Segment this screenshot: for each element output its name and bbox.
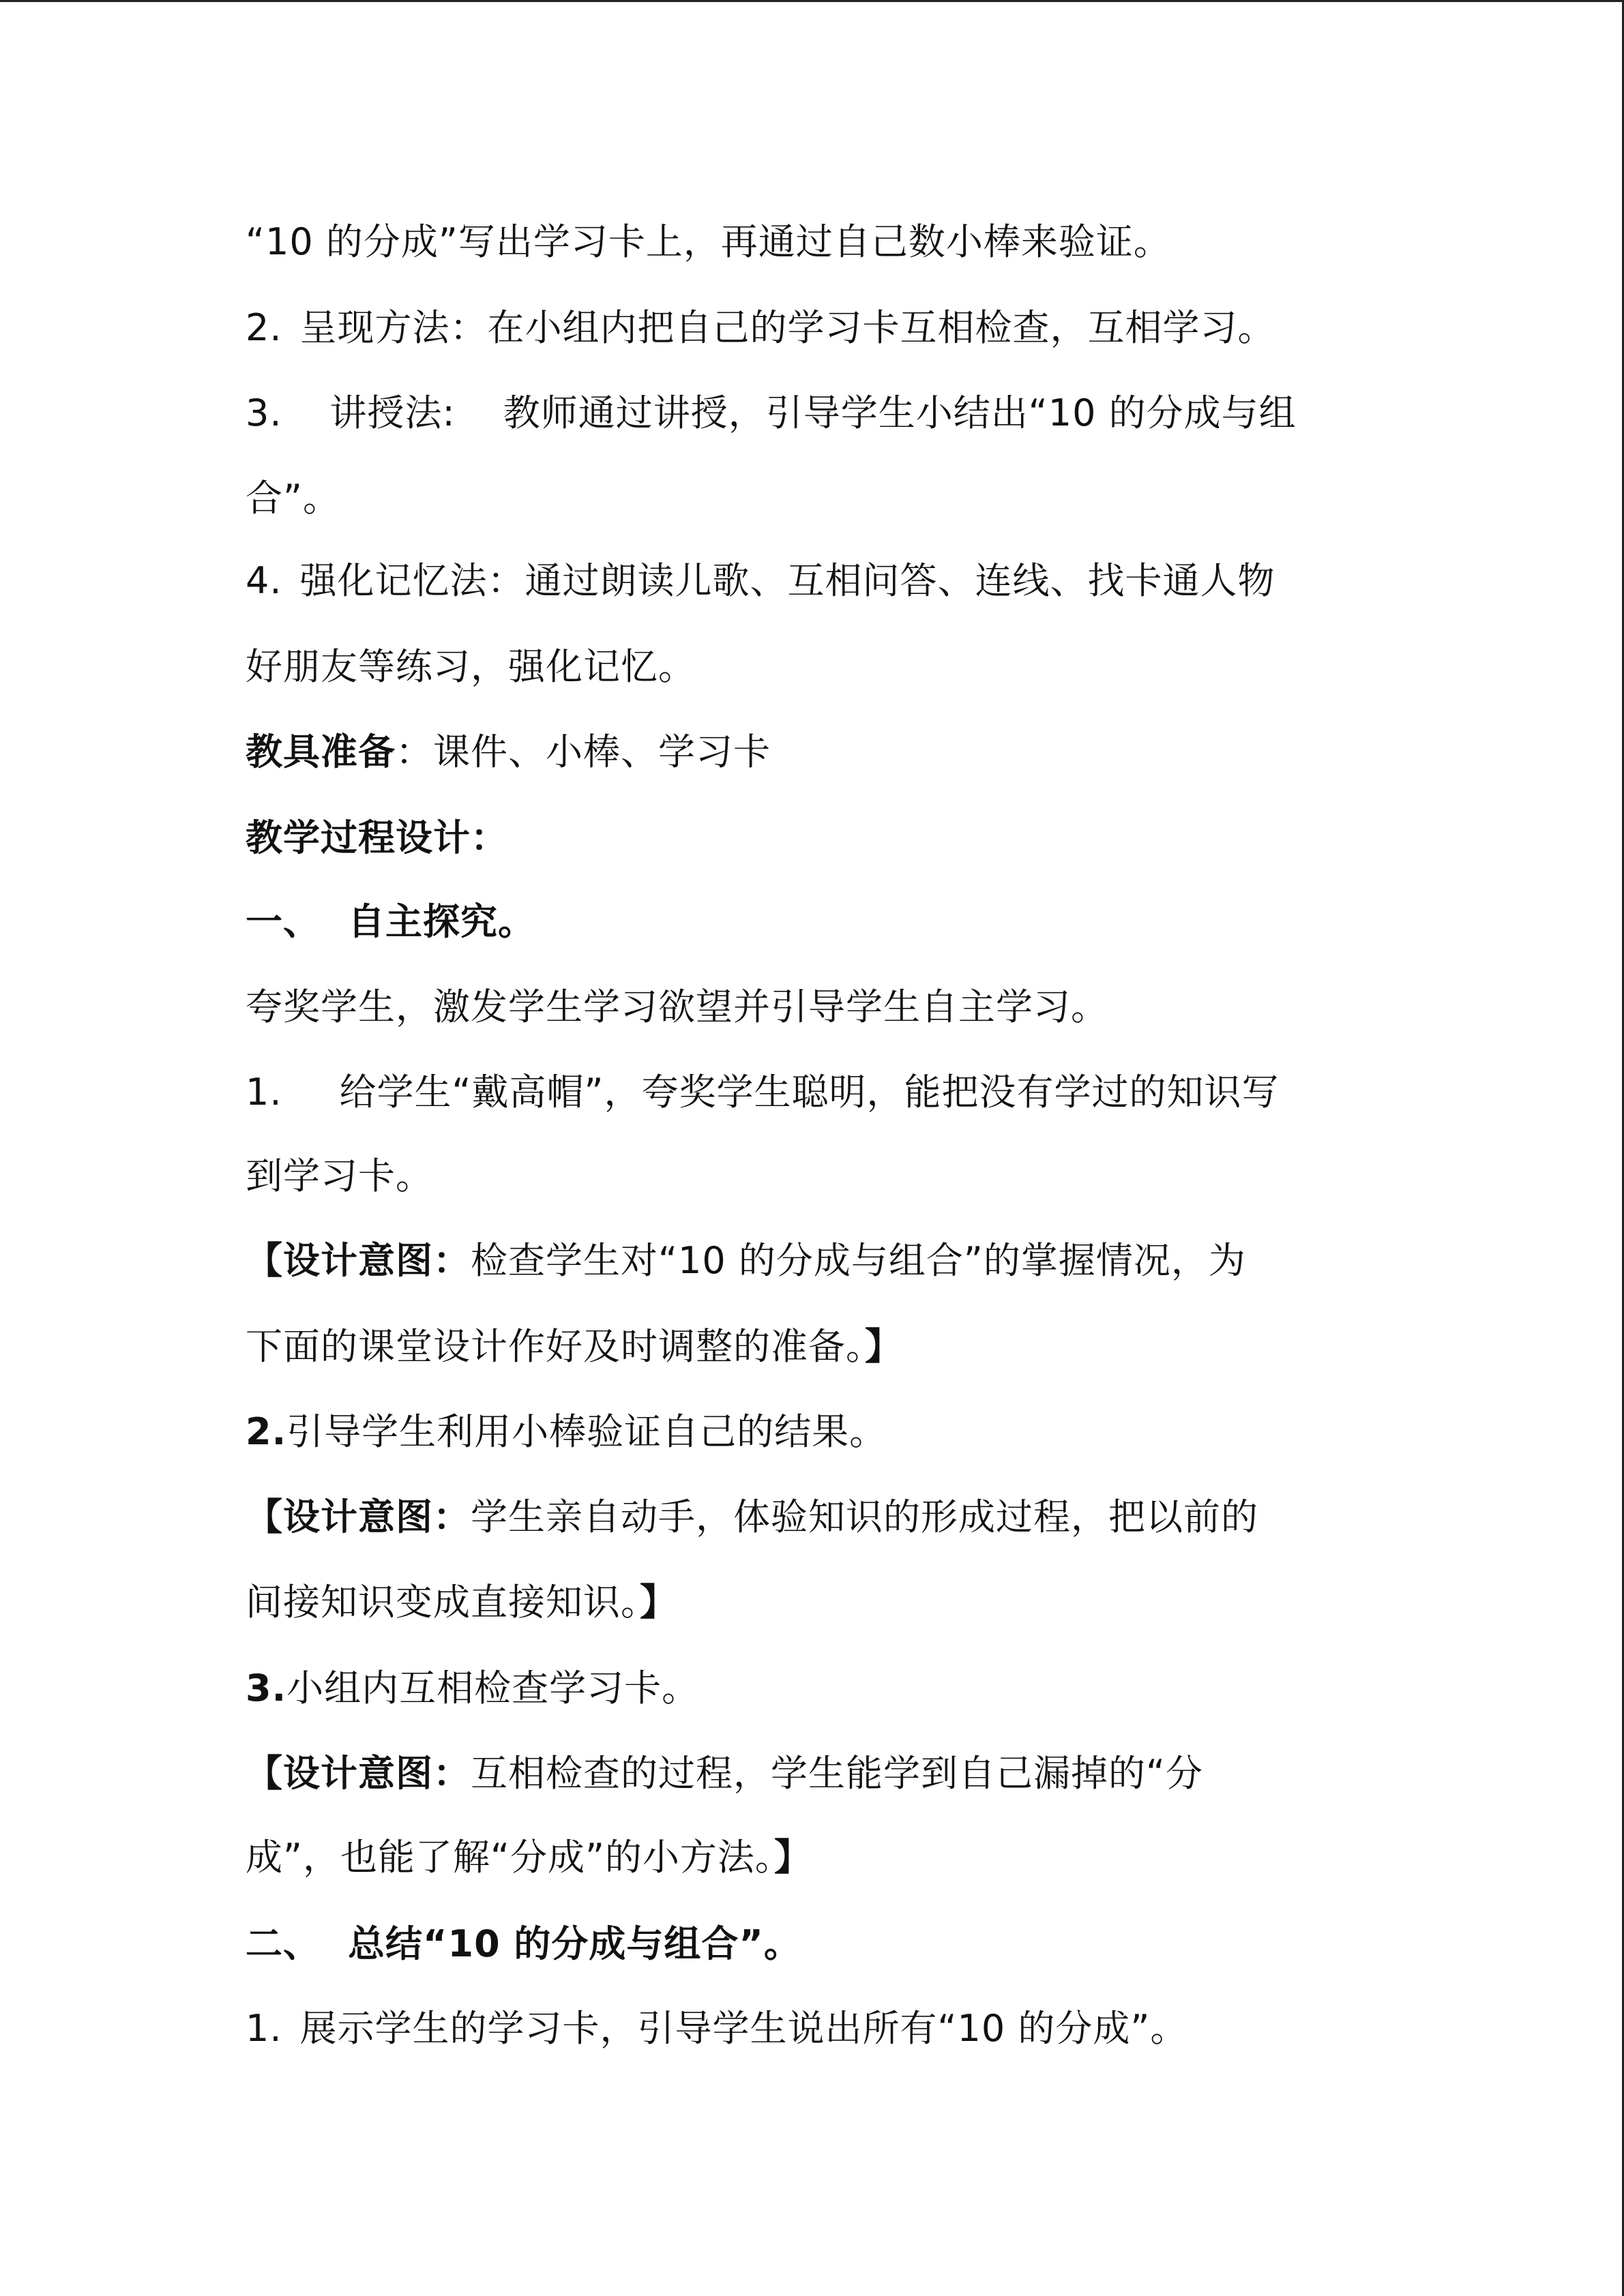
line-text: ：课件、小棒、学习卡 <box>396 730 771 773</box>
list-item <box>246 1068 1391 1117</box>
list-item <box>246 2004 1391 2053</box>
list-number: 4. <box>246 559 282 602</box>
line-text: 到学习卡。 <box>246 1154 433 1197</box>
line-text: 小组内互相检查学习卡。 <box>286 1667 700 1710</box>
paragraph-line <box>246 1833 1391 1882</box>
line-text: “10 的分成”写出学习卡上，再通过自己数小棒来验证。 <box>246 220 1171 263</box>
closing-bracket: 】 <box>640 1581 677 1624</box>
closing-bracket: 】 <box>865 1325 902 1368</box>
paragraph-line <box>246 218 1391 267</box>
section-heading <box>246 814 1391 863</box>
design-intent-line <box>246 1236 1391 1285</box>
design-intent-label: 【设计意图： <box>246 1752 471 1795</box>
line-text: 教师通过讲授，引导学生小结出“10 的分成与组 <box>503 391 1297 434</box>
line-text: 好朋友等练习，强化记忆。 <box>246 645 696 688</box>
line-text: 下面的课堂设计作好及时调整的准备。 <box>246 1325 865 1368</box>
line-text: 合”。 <box>246 477 340 520</box>
line-text: 检查学生对“10 的分成与组合”的掌握情况，为 <box>471 1239 1246 1282</box>
list-number: 2. <box>246 306 282 349</box>
line-text: 夸奖学生，激发学生学习欲望并引导学生自主学习。 <box>246 985 1108 1028</box>
line-text: 引导学生利用小棒验证自己的结果。 <box>286 1410 887 1453</box>
closing-bracket: 】 <box>773 1836 812 1879</box>
list-number: 2. <box>246 1410 287 1453</box>
heading-text: 总结“10 的分成与组合”。 <box>348 1922 801 1965</box>
design-intent-label: 【设计意图： <box>246 1239 471 1282</box>
paragraph-line <box>246 474 1391 523</box>
paragraph-line <box>246 1322 1391 1371</box>
line-text: 学生亲自动手，体验知识的形成过程，把以前的 <box>471 1495 1258 1538</box>
paragraph-line <box>246 1152 1391 1201</box>
paragraph-line <box>246 642 1391 691</box>
section-heading <box>246 1920 1391 1969</box>
heading-text: 自主探究。 <box>348 900 535 943</box>
paragraph-line <box>246 1578 1391 1627</box>
list-item <box>246 1664 1391 1713</box>
line-text: 间接知识变成直接知识。 <box>246 1581 640 1624</box>
line-text: 成”，也能了解“分成”的小方法。 <box>246 1836 774 1879</box>
line-text: 互相检查的过程，学生能学到自己漏掉的“分 <box>471 1752 1203 1795</box>
section-heading <box>246 897 1391 946</box>
list-item <box>246 1407 1391 1457</box>
list-number: 1. <box>246 1071 282 1114</box>
list-number: 3. <box>246 1667 287 1710</box>
line-text: 强化记忆法：通过朗读儿歌、互相问答、连线、找卡通人物 <box>299 559 1275 602</box>
paragraph-line <box>246 728 1391 777</box>
design-intent-line <box>246 1493 1391 1542</box>
label-bold: 教具准备 <box>246 730 396 773</box>
line-text: 展示学生的学习卡，引导学生说出所有“10 的分成”。 <box>299 2007 1188 2050</box>
design-intent-label: 【设计意图： <box>246 1495 471 1538</box>
line-text: 给学生“戴高帽”，夸奖学生聪明，能把没有学过的知识写 <box>339 1071 1280 1114</box>
section-number: 二、 <box>246 1922 321 1965</box>
list-number: 1. <box>246 2007 282 2050</box>
list-item <box>246 389 1391 438</box>
heading-text: 教学过程设计： <box>246 816 508 859</box>
paragraph-line <box>246 983 1391 1032</box>
section-number: 一、 <box>246 900 321 943</box>
list-item <box>246 556 1391 606</box>
design-intent-line <box>246 1749 1391 1798</box>
list-number: 3. <box>246 391 282 434</box>
line-text: 呈现方法：在小组内把自己的学习卡互相检查，互相学习。 <box>299 306 1275 349</box>
list-item <box>246 303 1391 353</box>
list-label: 讲授法: <box>329 391 456 434</box>
